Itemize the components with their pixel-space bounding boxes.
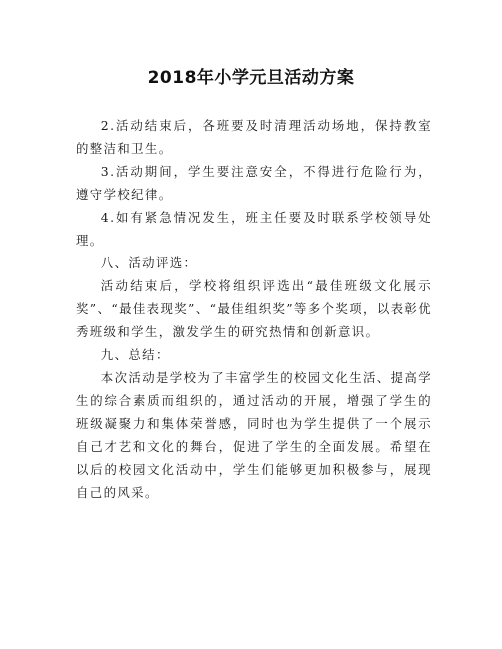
paragraph-safety: 3.活动期间，学生要注意安全，不得进行危险行为，遵守学校纪律。 bbox=[76, 163, 432, 202]
section-heading-evaluation: 八、活动评选： bbox=[100, 255, 198, 271]
paragraph-cleanup: 2.活动结束后，各班要及时清理活动场地，保持教室的整洁和卫生。 bbox=[76, 118, 432, 156]
paragraph-summary: 本次活动是学校为了丰富学生的校园文化生活、提高学生的综合素质而组织的，通过活动的开展，增强了学生的班级凝聚力和集体荣誉感，同时也为学生提供了一个展示自己才艺和文化的舞台，促进了学生的全面发展。希望在以后的校园文化活动中，学生们能够更加积极参与，展现自己的风采。 bbox=[76, 369, 432, 500]
paragraph-evaluation: 活动结束后，学校将组织评选出“最佳班级文化展示奖”、“最佳表现奖”、“最佳组织奖”等多个奖项，以表彰优秀班级和学生，激发学生的研究热情和创新意识。 bbox=[76, 278, 432, 340]
document-body bbox=[76, 115, 432, 504]
document-title: 2018年小学元旦活动方案 bbox=[147, 68, 355, 88]
section-heading-summary: 九、总结： bbox=[100, 347, 170, 363]
paragraph-emergency: 4.如有紧急情况发生，班主任要及时联系学校领导处理。 bbox=[76, 209, 432, 248]
